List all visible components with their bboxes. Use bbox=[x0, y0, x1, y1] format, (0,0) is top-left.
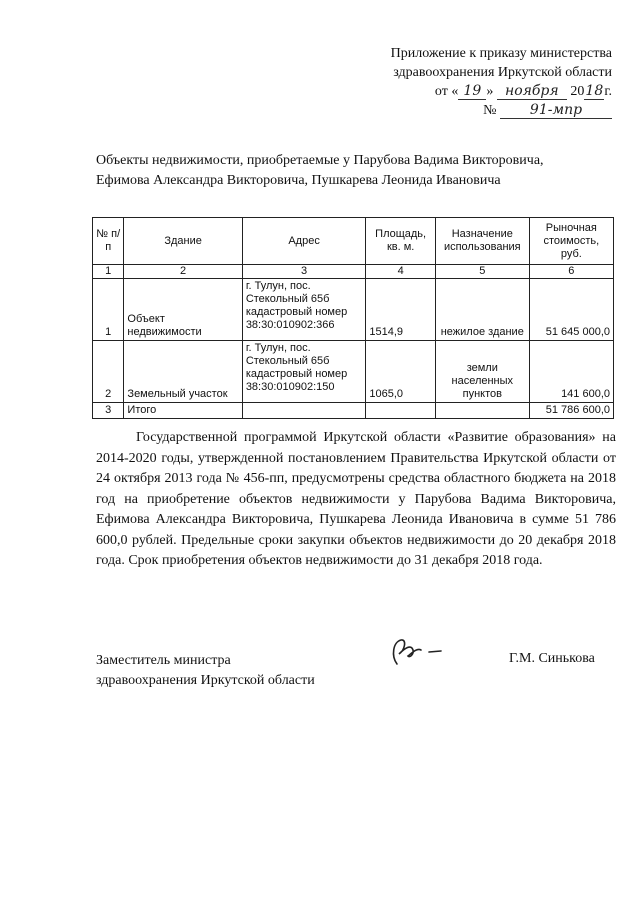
row-building: Объект недвижимости bbox=[124, 279, 242, 341]
row-address: г. Тулун, пос. Стекольный 65б кадастровый номер 38:30:010902:366 bbox=[242, 279, 366, 341]
appendix-header bbox=[352, 44, 612, 120]
objects-table bbox=[92, 217, 614, 419]
date-year-prefix: 20 bbox=[570, 84, 585, 99]
position-line-1: Заместитель министра bbox=[96, 653, 231, 668]
body-paragraph: Государственной программой Иркутской области «Развитие образования» на 2014-2020 годы, утвержденной постановлением Правительства Иркутской области от 24 октября 2013 года № 456-пп, предусмотрены средства областного бюджета на 2018 год на приобретение объектов недвижимости у Парубова Вадима Викторовича, Ефимова Александра Викторовича, Пушкарева Леонида Ивановича в сумме 51 786 600,0 рублей. Предельные сроки закупки объектов недвижимости до 20 декабря 2018 года. Срок приобретения объектов недвижимости до 31 декабря 2018 года. bbox=[96, 430, 616, 568]
index-cell: 5 bbox=[435, 265, 529, 279]
position-line-2: здравоохранения Иркутской области bbox=[96, 673, 315, 688]
date-year-suffix: г. bbox=[604, 84, 612, 99]
total-number: 3 bbox=[93, 403, 124, 419]
row-usage: нежилое здание bbox=[435, 279, 529, 341]
table-row bbox=[93, 279, 614, 341]
row-price: 141 600,0 bbox=[529, 341, 613, 403]
handwritten-day: 19 bbox=[458, 84, 486, 100]
empty-cell bbox=[242, 403, 366, 419]
handwritten-month: ноября bbox=[497, 84, 567, 100]
row-building: Земельный участок bbox=[124, 341, 242, 403]
appendix-date-line bbox=[352, 82, 612, 101]
handwritten-signature bbox=[383, 634, 453, 674]
table-header-row bbox=[93, 218, 614, 265]
empty-cell bbox=[366, 403, 436, 419]
table-index-row bbox=[93, 265, 614, 279]
header-address: Адрес bbox=[242, 218, 366, 265]
table-total-row bbox=[93, 403, 614, 419]
handwritten-year: 18 bbox=[585, 83, 604, 99]
row-number: 1 bbox=[93, 279, 124, 341]
total-label: Итого bbox=[124, 403, 242, 419]
row-number: 2 bbox=[93, 341, 124, 403]
title-line-2: Ефимова Александра Викторовича, Пушкарева Леонида Ивановича bbox=[96, 173, 501, 188]
header-area: Площадь, кв. м. bbox=[366, 218, 436, 265]
date-prefix: от « bbox=[434, 84, 459, 99]
empty-cell bbox=[435, 403, 529, 419]
header-usage: Назначение использования bbox=[435, 218, 529, 265]
handwritten-number: 91-мпр bbox=[500, 103, 612, 119]
appendix-line-2: здравоохранения Иркутской области bbox=[393, 65, 612, 80]
index-cell: 2 bbox=[124, 265, 242, 279]
signatory-position bbox=[96, 651, 315, 691]
index-cell: 4 bbox=[366, 265, 436, 279]
row-price: 51 645 000,0 bbox=[529, 279, 613, 341]
row-area: 1065,0 bbox=[366, 341, 436, 403]
appendix-line-1: Приложение к приказу министерства bbox=[390, 46, 612, 61]
row-usage: земли населенных пунктов bbox=[435, 341, 529, 403]
row-area: 1514,9 bbox=[366, 279, 436, 341]
header-number: № п/п bbox=[93, 218, 124, 265]
document-title bbox=[96, 151, 616, 191]
number-prefix: № bbox=[483, 103, 497, 118]
index-cell: 1 bbox=[93, 265, 124, 279]
appendix-number-line bbox=[352, 101, 612, 120]
header-price: Рыночная стоимость, руб. bbox=[529, 218, 613, 265]
index-cell: 6 bbox=[529, 265, 613, 279]
table-row bbox=[93, 341, 614, 403]
row-address: г. Тулун, пос. Стекольный 65б кадастровый номер 38:30:010902:150 bbox=[242, 341, 366, 403]
title-line-1: Объекты недвижимости, приобретаемые у Парубова Вадима Викторовича, bbox=[96, 153, 544, 168]
date-day-close: » bbox=[486, 84, 494, 99]
header-building: Здание bbox=[124, 218, 242, 265]
index-cell: 3 bbox=[242, 265, 366, 279]
total-price: 51 786 600,0 bbox=[529, 403, 613, 419]
signatory-name: Г.М. Синькова bbox=[509, 651, 595, 666]
